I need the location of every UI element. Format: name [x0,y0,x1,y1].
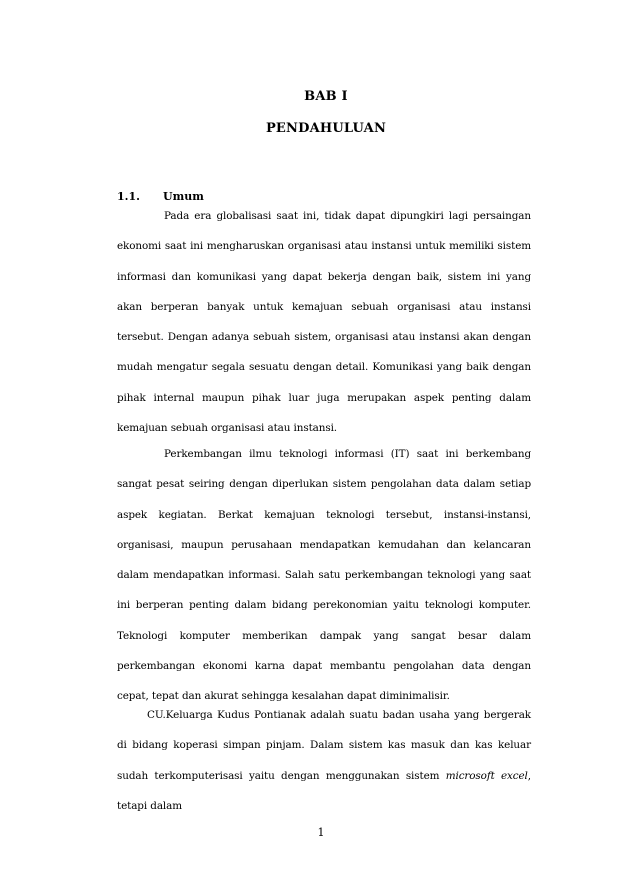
paragraph-3-tail: , tetapi dalam [117,769,531,812]
chapter-title: PENDAHULUAN [265,121,387,136]
paragraph-1: Pada era globalisasi saat ini, tidak dapat dipungkiri lagi persaingan ekonomi saat ini mengharuskan organisasi atau instansi untuk memiliki sistem informasi dan komunikasi yang dapat bekerja dengan baik, sistem ini yang akan berperan banyak untuk kemajuan sebuah organisasi atau instansi tersebut. Dengan adanya sebuah sistem, organisasi atau instansi akan dengan mudah mengatur segala sesuatu dengan detail. Komunikasi yang baik dengan pihak internal maupun pihak luar juga merupakan aspek penting dalam kemajuan sebuah organisasi atau instansi. [117,210,531,435]
paragraph-3-text: CU.Keluarga Kudus Pontianak adalah suatu badan usaha yang bergerak di bidang koperasi simpan pinjam. Dalam sistem kas masuk dan kas keluar sudah terkomputerisasi yaitu dengan menggunakan sistem [117,709,531,782]
page-number: 1 [317,826,325,839]
section-number: 1.1. [117,190,140,203]
paragraph-3-italic: microsoft excel [445,769,528,782]
section-title: Umum [163,190,204,203]
paragraph-2: Perkembangan ilmu teknologi informasi (IT) saat ini berkembang sangat pesat seiring dengan diperlukan sistem pengolahan data dalam setiap aspek kegiatan. Berkat kemajuan teknologi tersebut, instansi-instansi, organisasi, maupun perusahaan mendapatkan kemudahan dan kelancaran dalam mendapatkan informasi. Salah satu perkembangan teknologi yang saat ini berperan penting dalam bidang perekonomian yaitu teknologi komputer. Teknologi komputer memberikan dampak yang sangat besar dalam perkembangan ekonomi karna dapat membantu pengolahan data dengan cepat, tepat dan akurat sehingga kesalahan dapat diminimalisir. [117,448,531,703]
paragraph-3 [117,700,531,821]
chapter-number: BAB I [304,89,348,104]
